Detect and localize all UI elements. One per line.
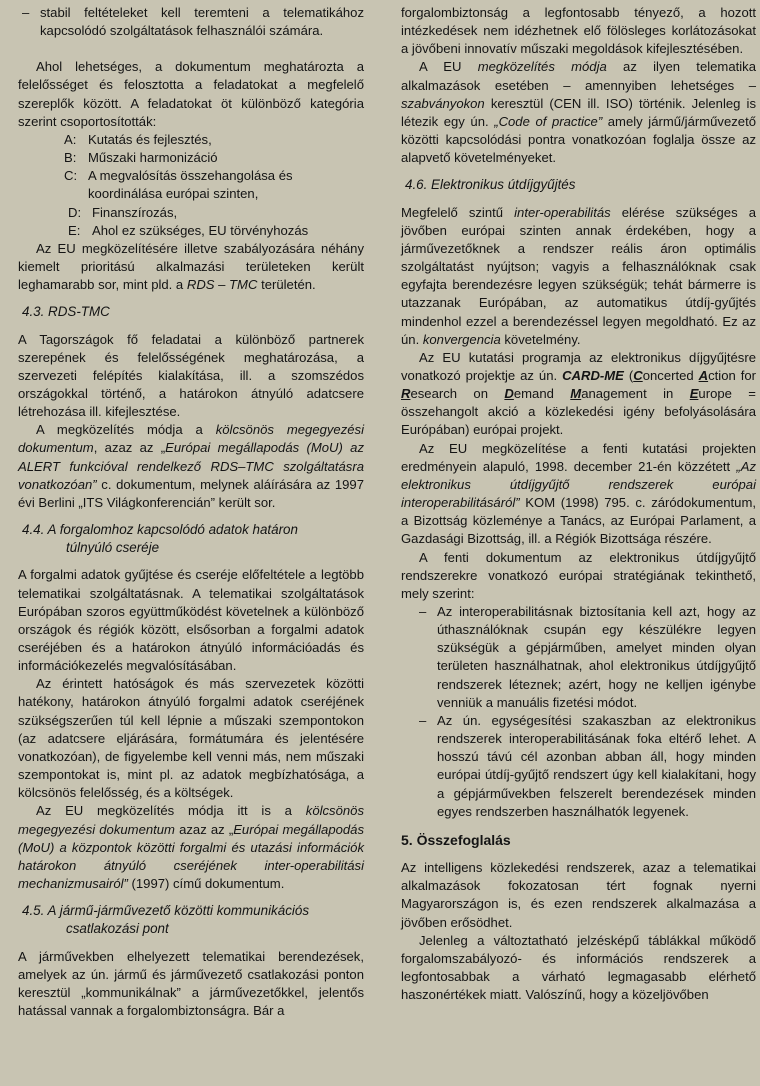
bullet-item bbox=[18, 4, 364, 40]
section-heading-4-6: 4.6. Elektronikus útdíjgyűjtés bbox=[405, 177, 576, 193]
bullet-item bbox=[401, 712, 756, 821]
bullet-text: stabil feltételeket kell teremteni a telematikához kapcsolódó szolgáltatások felhasználói számára. bbox=[40, 5, 364, 39]
paragraph: A fenti dokumentum az elektronikus útdíjgyűjtő rendszerekre vonatkozó európai stratégiának tekinthető, mely szerint: bbox=[401, 549, 756, 601]
paragraph: A Tagországok fő feladatai a különböző partnerek szerepének és felelősségének meghatározása, a szervezeti felépítés kialakítása, ill. a szomszédos országokkal történő, a határokon átnyúló adatcsere létrehozása ill. kifejlesztése. bbox=[18, 331, 364, 420]
paragraph: Az EU megközelítésére illetve szabályozására néhány kiemelt prioritású alkalmazási területeken került leghamarabb sor, mint pld. a RDS – TMC területén. bbox=[18, 240, 364, 293]
category-item: D: Finanszírozás, bbox=[68, 204, 178, 220]
category-item: A: Kutatás és fejlesztés, bbox=[64, 131, 212, 147]
bullet-text: Az interoperabilitásnak biztosítania kell azt, hogy az úthasználóknak csupán egy készülékre legyen szükségük a gépjárműben, amelyet minden olyan területen használhatnak, ahol elektronikus útdíjgyűjtő rendszerek léteznek; azért, hogy ne kelljen igénybe venniük a manuális fizetési módot. bbox=[437, 604, 756, 710]
dash-marker: – bbox=[22, 5, 30, 20]
dash-marker: – bbox=[419, 604, 427, 619]
paragraph: Ahol lehetséges, a dokumentum meghatározta a felelősséget és felosztotta a feladatokat a megfelelő szereplők között. A feladatokat öt különböző kategória szerint csoportosították: bbox=[18, 59, 364, 129]
paragraph: Az EU megközelítése a fenti kutatási projekten eredményein alapuló, 1998. december 21-én közzétett „Az elektronikus útdíjgyűjtő rendszerek európai interoperabilitásáról” KOM (1998) 795. c. záródokumentum, a Bizottság közleménye a Tanács, az Európai Parlament, a Gazdasági Bizottság, ill. a Régiók Bizottsága részére. bbox=[401, 440, 756, 547]
paragraph: Jelenleg a változtatható jelzésképű táblákkal működő forgalomszabályozó- és információs rendszerek a legfontosabbak a várható legmagasabb elérhető haszonértékek miatt. Valószínű, hogy a közeljövőben bbox=[401, 932, 756, 1003]
paragraph: A járművekben elhelyezett telematikai berendezések, amelyek az ún. jármű és járművezető csatlakozási ponton keresztül „kommunikálnak” a járművezetőkkel, jelentős hatással vannak a forgalombiztonságra. Bár a bbox=[18, 948, 364, 1018]
paragraph: Az EU megközelítés módja itt is a kölcsönös megegyezési dokumentum azaz az „Európai megállapodás (MoU) a központok közötti forgalmi és utazási információk határokon átnyúló cseréjének inter-operabilitási mechanizmusairól” (1997) című dokumentum. bbox=[18, 803, 364, 892]
bullet-item bbox=[401, 603, 756, 712]
section-heading-4-4: 4.4. A forgalomhoz kapcsolódó adatok határon túlnyúló cseréje bbox=[22, 522, 298, 556]
paragraph: Az intelligens közlekedési rendszerek, azaz a telematikai alkalmazások fokozatosan tért fognak nyerni Magyarországon is, és ezen rendszerek alkalmazása a jövőben erősödhet. bbox=[401, 860, 756, 930]
section-heading-4-5: 4.5. A jármű-járművezető közötti kommunikációs csatlakozási pont bbox=[22, 903, 310, 937]
paragraph: A megközelítés módja a kölcsönös megegyezési dokumentum, azaz az „Európai megállapodás (MoU) az ALERT funkcióval rendelkező RDS–TMC szolgáltatásra vonatkozóan” c. dokumentum, melynek aláírására az 1997 évi Berlini „ITS Világkonferencián” került sor. bbox=[18, 422, 364, 510]
paragraph: forgalombiztonság a legfontosabb tényező, a hozott intézkedések nem idézhetnek elő fölösleges korlátozásokat a jövőbeni innovatív műszaki megoldások kifejlesztésében. bbox=[401, 5, 756, 57]
paragraph: A forgalmi adatok gyűjtése és cseréje előfeltétele a legtöbb telematikai szolgáltatásnak. A telematikai szolgáltatások Európában szoros együttműködést követelnek a különböző országok és régiók között, elsősorban a forgalmi adatok cseréjében és a határokon átnyúló információadás és információkezelés megvalósításában. bbox=[18, 567, 364, 674]
paragraph: Az érintett hatóságok és más szervezetek közötti hatékony, határokon átnyúló forgalmi adatok cseréjének szükségszerűen túl kell lépnie a műszaki szempontokon (az adatcsere eljárására, formátumára és jelentésére vonatkozóan), de figyelembe kell venni más, nem műszaki szempontokat is, mint pl. az adatok megbízhatósága, a kölcsönös felelősség, és a költségek. bbox=[18, 676, 364, 801]
paragraph: Megfelelő szintű inter-operabilitás elérése szükséges a jövőben európai szinten annak érdekében, hogy a járművezetőknek a rendszer reális áron optimális szolgáltatást nyújtson; vagyis a felhasználóknak csak egyfajta berendezésre legyen szükségük; tehát bármerre is utazzanak Európában, az automatikus útdíj-gyűjtés mindenhol ezzel a berendezéssel legyen megoldható. Ez az ún. konvergencia követelmény. bbox=[401, 204, 756, 347]
bullet-text: Az ún. egységesítési szakaszban az elektronikus rendszerek interoperabilitásának foka eltérő lehet. A hosszú távú cél azonban abban áll, hogy minden európai útdíj-gyűjtő rendszert úgy kell kialakítani, hogy a gépjárművekben felszerelt berendezések minden egyes rendszerben használhatók legyenek. bbox=[437, 712, 756, 819]
dash-marker: – bbox=[419, 712, 427, 728]
category-item: C: A megvalósítás összehangolása és koordinálása európai szinten, bbox=[64, 168, 293, 202]
right-column bbox=[401, 4, 756, 1004]
section-heading-5: 5. Összefoglalás bbox=[401, 831, 511, 848]
category-item: B: Műszaki harmonizáció bbox=[64, 150, 218, 166]
paragraph: A EU megközelítés módja az ilyen telematika alkalmazások esetében – amennyiben lehetséges – szabványokon keresztül (CEN ill. ISO) történik. Jelenleg is létezik egy ún. „Code of practice” amely jármű/járművezető közötti kapcsolódási pontra vonatkozóan foglalja össze az alapvető követelményeket. bbox=[401, 59, 756, 166]
section-heading-4-3: 4.3. RDS-TMC bbox=[22, 304, 110, 320]
paragraph: Az EU kutatási programja az elektronikus díjgyűjtésre vonatkozó projektje az ún. CARD-ME (Concerted Action for Research on Demand Management in Europe = összehangolt akció a közlekedési igény befolyásolására Európában) európai projekt. bbox=[401, 349, 756, 438]
category-item: E: Ahol ez szükséges, EU törvényhozás bbox=[68, 222, 309, 238]
left-column bbox=[18, 4, 364, 1020]
category-list bbox=[18, 131, 364, 240]
